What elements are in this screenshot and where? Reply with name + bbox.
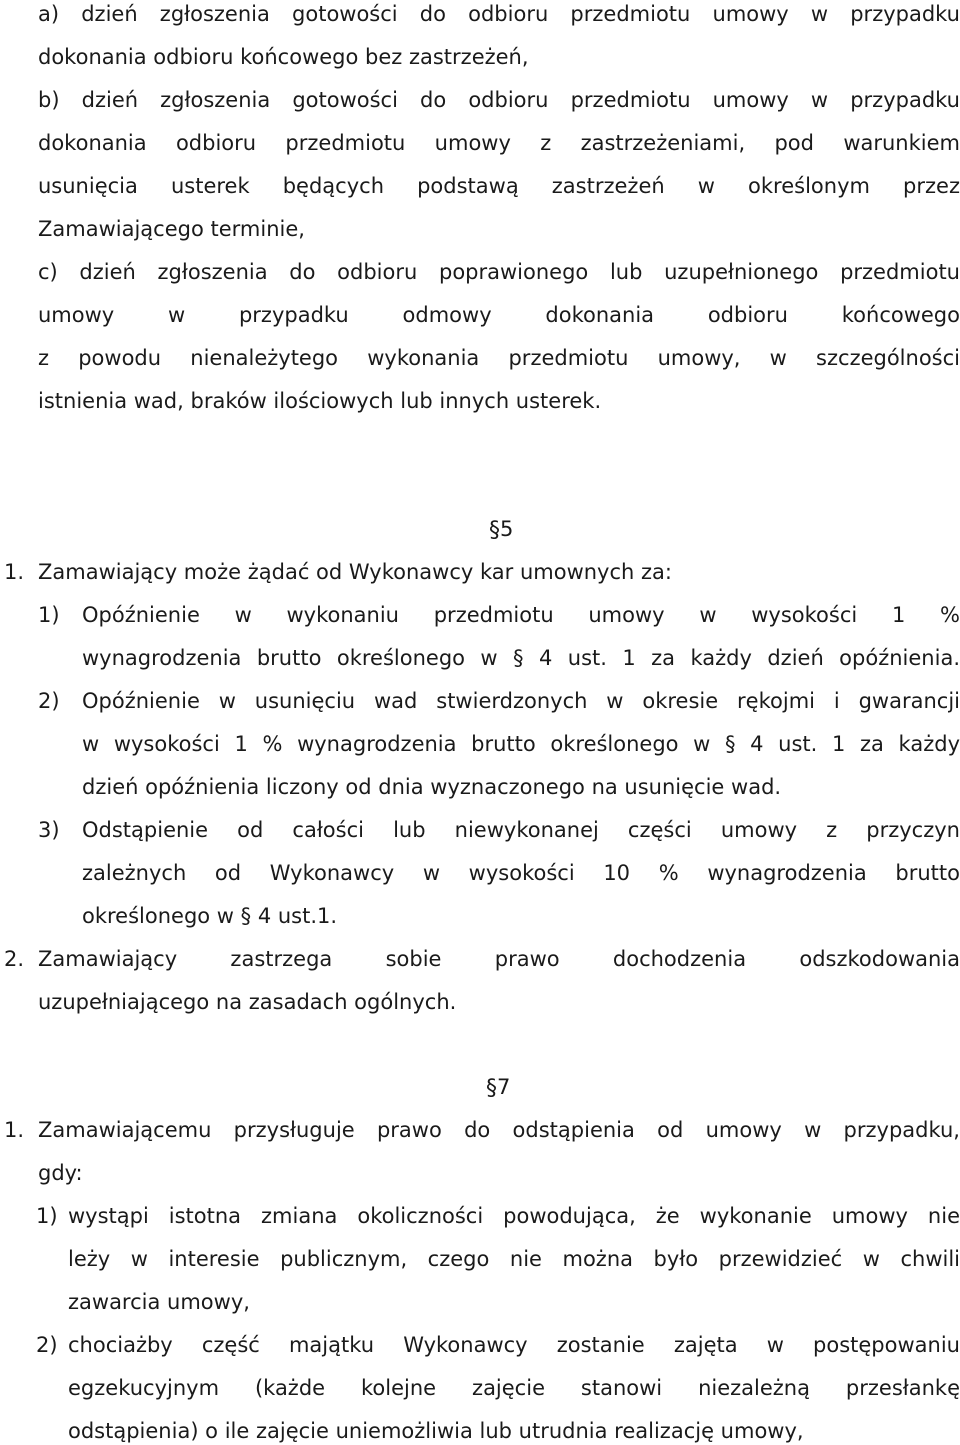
- item-b-line-4: Zamawiającego terminie,: [38, 217, 305, 241]
- section-5-point-2-line-2: uzupełniającego na zasadach ogólnych.: [38, 990, 457, 1014]
- sub-item-label: 2): [38, 689, 60, 713]
- paragraph-symbol: §: [486, 1076, 497, 1101]
- section-7-point-1-line-1: Zamawiającemu przysługuje prawo do odstąpienia od umowy w przypadku,: [38, 1118, 960, 1142]
- item-b-line-2: dokonania odbioru przedmiotu umowy z zastrzeżeniami, pod warunkiem: [38, 131, 960, 155]
- item-b-line-3: usunięcia usterek będących podstawą zastrzeżeń w określonym przez: [38, 174, 960, 198]
- sub-item-line: leży w interesie publicznym, czego nie można było przewidzieć w chwili: [68, 1247, 960, 1271]
- section-number: 5: [500, 517, 514, 541]
- item-a-line-2: dokonania odbioru końcowego bez zastrzeżeń,: [38, 45, 529, 69]
- item-c-line-1: c) dzień zgłoszenia do odbioru poprawionego lub uzupełnionego przedmiotu: [38, 260, 960, 284]
- item-c-line-3: z powodu nienależytego wykonania przedmiotu umowy, w szczególności: [38, 346, 960, 370]
- item-c-line-4: istnienia wad, braków ilościowych lub innych usterek.: [38, 389, 602, 413]
- sub-item-line: dzień opóźnienia liczony od dnia wyznaczonego na usunięcie wad.: [82, 775, 782, 799]
- sub-item-line: wynagrodzenia brutto określonego w § 4 ust. 1 za każdy dzień opóźnienia.: [82, 646, 960, 670]
- sub-item-line: egzekucyjnym (każde kolejne zajęcie stanowi niezależną przesłankę: [68, 1376, 960, 1400]
- sub-item-line: Odstąpienie od całości lub niewykonanej części umowy z przyczyn: [82, 818, 960, 842]
- sub-item-label: 1): [38, 603, 60, 627]
- sub-item-line: w wysokości 1 % wynagrodzenia brutto określonego w § 4 ust. 1 za każdy: [82, 732, 960, 756]
- sub-item-line: Opóźnienie w usunięciu wad stwierdzonych w okresie rękojmi i gwarancji: [82, 689, 960, 713]
- sub-item-line: Opóźnienie w wykonaniu przedmiotu umowy w wysokości 1 %: [82, 603, 960, 627]
- sub-item-line: zawarcia umowy,: [68, 1290, 250, 1314]
- section-7-point-1-line-2: gdy:: [38, 1161, 83, 1185]
- sub-item-label: 2): [36, 1333, 58, 1357]
- sub-item-line: zależnych od Wykonawcy w wysokości 10 % wynagrodzenia brutto: [82, 861, 960, 885]
- item-b-line-1: b) dzień zgłoszenia gotowości do odbioru przedmiotu umowy w przypadku: [38, 88, 960, 112]
- item-c-line-2: umowy w przypadku odmowy dokonania odbioru końcowego: [38, 303, 960, 327]
- section-7-point-1-label: 1.: [4, 1118, 25, 1142]
- sub-item-label: 1): [36, 1204, 58, 1228]
- section-5-point-2-label: 2.: [4, 947, 25, 971]
- section-5-heading: [489, 515, 513, 543]
- sub-item-label: 3): [38, 818, 60, 842]
- section-5-point-2-line-1: Zamawiający zastrzega sobie prawo dochodzenia odszkodowania: [38, 947, 960, 971]
- section-7-heading: [486, 1073, 510, 1101]
- sub-item-line: wystąpi istotna zmiana okoliczności powodująca, że wykonanie umowy nie: [68, 1204, 960, 1228]
- sub-item-line: odstąpienia) o ile zajęcie uniemożliwia lub utrudnia realizację umowy,: [68, 1419, 804, 1443]
- sub-item-line: chociażby część majątku Wykonawcy zostanie zajęta w postępowaniu: [68, 1333, 960, 1357]
- section-number: 7: [497, 1075, 511, 1099]
- sub-item-line: określonego w § 4 ust.1.: [82, 904, 338, 928]
- paragraph-symbol: §: [489, 518, 500, 543]
- item-a-line-1: a) dzień zgłoszenia gotowości do odbioru przedmiotu umowy w przypadku: [38, 2, 960, 26]
- section-5-point-1-label: 1.: [4, 560, 25, 584]
- section-5-point-1-text: Zamawiający może żądać od Wykonawcy kar umownych za:: [38, 560, 672, 584]
